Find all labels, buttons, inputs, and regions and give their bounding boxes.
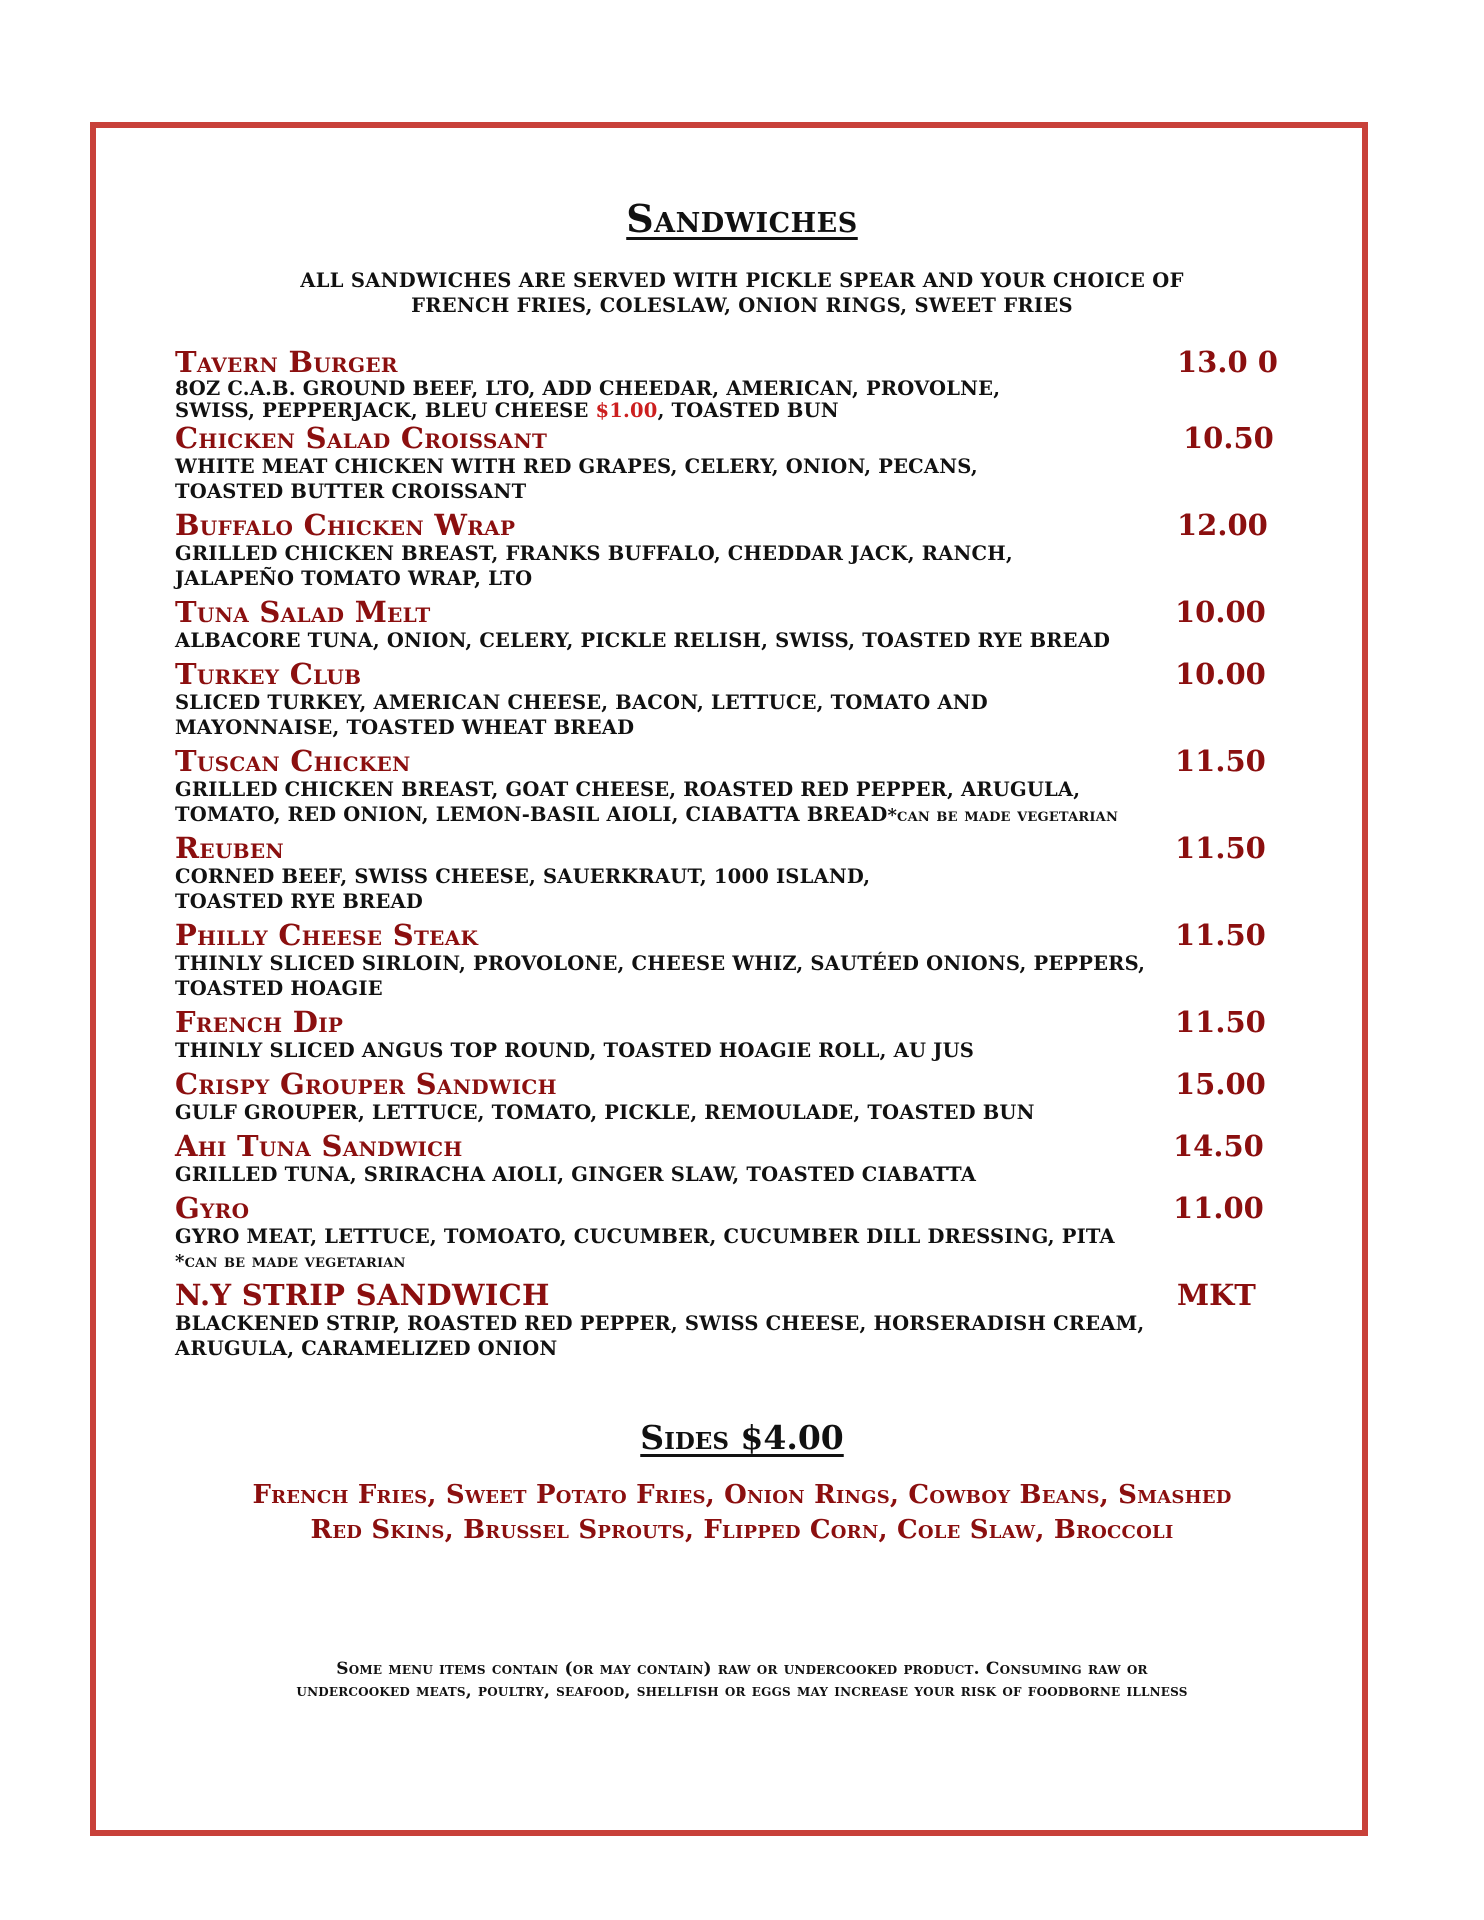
description-line: BLACKENED STRIP, ROASTED RED PEPPER, SWISS CHEESE, HORSERADISH CREAM, [175,1312,1145,1335]
item-name: Gyro [175,1191,250,1225]
menu-item-tuna-salad-melt [175,596,1295,658]
item-name: Tuscan Chicken [175,744,411,778]
menu-item-ny-strip-sandwich [175,1279,1295,1366]
item-name: Turkey Club [175,657,362,691]
menu-item-turkey-club [175,658,1295,745]
item-price: 15.00 [1175,1067,1266,1101]
menu-item-gyro [175,1192,1295,1279]
item-description [175,864,1295,914]
add-cheese-price: $1.00 [595,399,658,422]
menu-item-philly-cheese-steak [175,919,1295,1006]
item-price: 10.50 [1183,421,1274,455]
description-line: 8OZ C.A.B. GROUND BEEF, LTO, ADD CHEEDAR, AMERICAN, PROVOLNE, [175,377,1001,400]
description-line: MAYONNAISE, TOASTED WHEAT BREAD [175,716,635,739]
sides-list [0,1478,1484,1548]
menu-item-crispy-grouper-sandwich [175,1068,1295,1130]
item-name: French Dip [175,1005,344,1039]
item-price: 10.00 [1175,657,1266,691]
item-price: 10.00 [1175,595,1266,629]
description-line: WHITE MEAT CHICKEN WITH RED GRAPES, CELERY, ONION, PECANS, [175,455,978,478]
description-line: THINLY SLICED SIRLOIN, PROVOLONE, CHEESE WHIZ, SAUTÉED ONIONS, PEPPERS, [175,952,1146,975]
item-name: Reuben [175,831,285,865]
menu-item-french-dip [175,1006,1295,1068]
menu-item-tavern-burger [175,346,1295,422]
description-line: TOMATO, RED ONION, LEMON-BASIL AIOLI, CIABATTA BREAD*can be made vegetarian [175,803,1119,826]
vegetarian-note: *can be made vegetarian [887,805,1119,826]
item-price: MKT [1177,1278,1256,1312]
sides-line: Red Skins, Brussel Sprouts, Flipped Corn, Cole Slaw, Broccoli [310,1515,1174,1545]
description-line: GRILLED TUNA, SRIRACHA AIOLI, GINGER SLAW, TOASTED CIABATTA [175,1163,977,1186]
item-price: 13.0 0 [1177,345,1278,379]
description-line: TOASTED BUTTER CROISSANT [175,480,527,503]
disclaimer-line: Some menu items contain (or may contain) raw or undercooked product. Consuming raw or [336,1659,1148,1679]
item-name: Ahi Tuna Sandwich [175,1129,463,1163]
item-name: N.Y STRIP SANDWICH [175,1278,550,1312]
menu-item-reuben [175,832,1295,919]
item-description [175,454,1295,504]
description-line: GYRO MEAT, LETTUCE, TOMOATO, CUCUMBER, CUCUMBER DILL DRESSING, PITA [175,1225,1115,1248]
description-line: THINLY SLICED ANGUS TOP ROUND, TOASTED HOAGIE ROLL, AU JUS [175,1039,975,1062]
intro-text [0,268,1484,318]
item-name: Buffalo Chicken Wrap [175,508,516,542]
item-name: Tavern Burger [175,345,398,379]
description-line: TOASTED RYE BREAD [175,890,423,913]
item-name: Chicken Salad Croissant [175,421,548,455]
item-price: 11.50 [1175,918,1266,952]
item-description [175,541,1295,591]
item-description [175,378,1295,422]
disclaimer-line: undercooked meats, poultry, seafood, shellfish or eggs may increase your risk of foodborne illness [296,1681,1188,1701]
description-line: TOASTED HOAGIE [175,977,383,1000]
menu-item-ahi-tuna-sandwich [175,1130,1295,1192]
description-line: SLICED TURKEY, AMERICAN CHEESE, BACON, LETTUCE, TOMATO AND [175,691,988,714]
menu-item-buffalo-chicken-wrap [175,509,1295,596]
menu-items [175,346,1295,1366]
description-line: GRILLED CHICKEN BREAST, GOAT CHEESE, ROASTED RED PEPPER, ARUGULA, [175,778,1081,801]
item-description [175,628,1295,653]
item-description [175,951,1295,1001]
item-description [175,1038,1295,1063]
item-description [175,1311,1295,1361]
item-description [175,1100,1295,1125]
item-name: Crispy Grouper Sandwich [175,1067,557,1101]
item-description [175,690,1295,740]
item-name: Tuna Salad Melt [175,595,431,629]
menu-item-chicken-salad-croissant [175,422,1295,509]
description-line: SWISS, PEPPERJACK, BLEU CHEESE $1.00, TOASTED BUN [175,399,839,422]
item-description [175,777,1295,828]
description-line: GULF GROUPER, LETTUCE, TOMATO, PICKLE, REMOULADE, TOASTED BUN [175,1101,1035,1124]
item-price: 11.00 [1173,1191,1264,1225]
item-price: 11.50 [1175,1005,1266,1039]
food-safety-disclaimer [0,1658,1484,1702]
description-line: JALAPEÑO TOMATO WRAP, LTO [175,567,533,590]
menu-item-tuscan-chicken [175,745,1295,832]
sides-line: French Fries, Sweet Potato Fries, Onion Rings, Cowboy Beans, Smashed [252,1480,1232,1510]
page-title: Sandwiches [626,196,858,241]
item-name: Philly Cheese Steak [175,918,479,952]
item-price: 14.50 [1173,1129,1264,1163]
vegetarian-note: *can be made vegetarian [175,1251,406,1272]
item-description [175,1162,1295,1187]
description-line: ALBACORE TUNA, ONION, CELERY, PICKLE RELISH, SWISS, TOASTED RYE BREAD [175,629,1111,652]
item-price: 11.50 [1175,831,1266,865]
description-line: GRILLED CHICKEN BREAST, FRANKS BUFFALO, CHEDDAR JACK, RANCH, [175,542,1013,565]
intro-line: FRENCH FRIES, COLESLAW, ONION RINGS, SWEET FRIES [411,294,1073,317]
sides-title: Sides $4.00 [640,1418,844,1457]
description-line: ARUGULA, CARAMELIZED ONION [175,1337,558,1360]
intro-line: ALL SANDWICHES ARE SERVED WITH PICKLE SPEAR AND YOUR CHOICE OF [300,269,1184,292]
item-price: 11.50 [1175,744,1266,778]
item-description [175,1224,1295,1274]
item-price: 12.00 [1177,508,1268,542]
description-line: CORNED BEEF, SWISS CHEESE, SAUERKRAUT, 1000 ISLAND, [175,865,871,888]
